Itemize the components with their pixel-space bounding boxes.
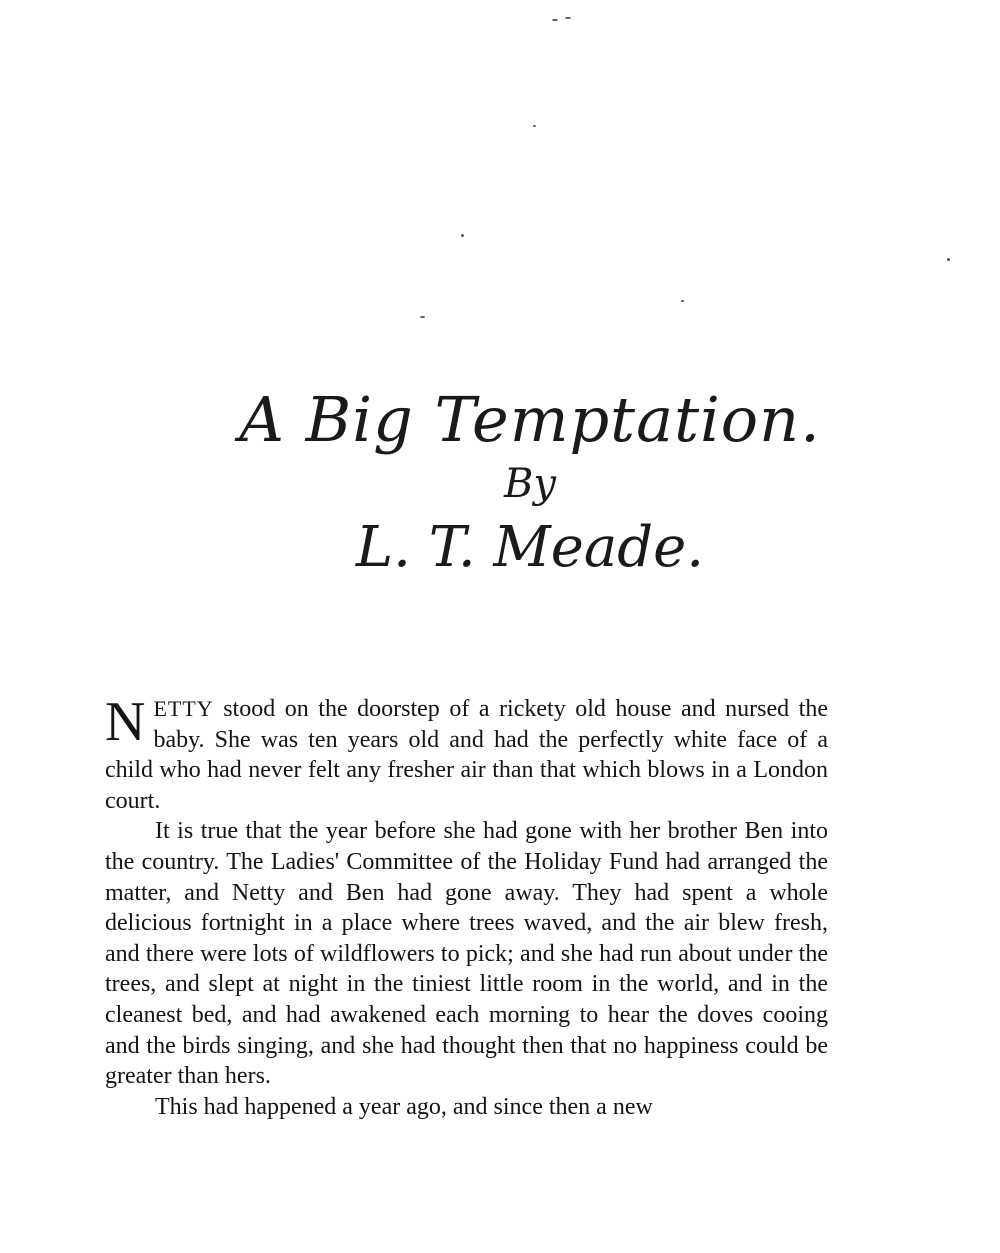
print-speck	[565, 17, 571, 19]
print-speck	[461, 234, 464, 237]
opening-word: ETTY	[153, 696, 214, 721]
paragraph-1	[105, 691, 828, 816]
paragraph-1-text: stood on the doorstep of a rickety old house and nursed the baby. She was ten years old and had the perfectly white face of a child who had never felt any fresher air than that which blows in a London court.	[105, 696, 828, 814]
print-speck	[533, 125, 536, 127]
title-block	[0, 380, 1000, 588]
print-speck	[552, 19, 558, 21]
print-speck	[947, 258, 950, 261]
print-speck	[681, 300, 684, 302]
paragraph-3: This had happened a year ago, and since then a new	[155, 1093, 653, 1120]
story-body	[105, 691, 828, 1122]
print-speck	[420, 316, 425, 318]
paragraph-2: It is true that the year before she had gone with her brother Ben into the country. The Ladies' Committee of the Holiday Fund had arranged the matter, and Netty and Ben had gone away. They had spent a whole delicious fortnight in a place where trees waved, and the air blew fresh, and there were lots of wildflowers to pick; and she had run about under the trees, and slept at night in the tiniest little room in the world, and in the cleanest bed, and had awakened each morning to hear the doves cooing and the birds singing, and she had thought then that no happiness could be greater than hers.	[105, 818, 828, 1090]
byline: By	[504, 461, 556, 507]
author-name: L. T. Meade.	[355, 515, 705, 580]
drop-cap: N	[105, 691, 146, 753]
story-title: A Big Temptation.	[239, 383, 821, 456]
